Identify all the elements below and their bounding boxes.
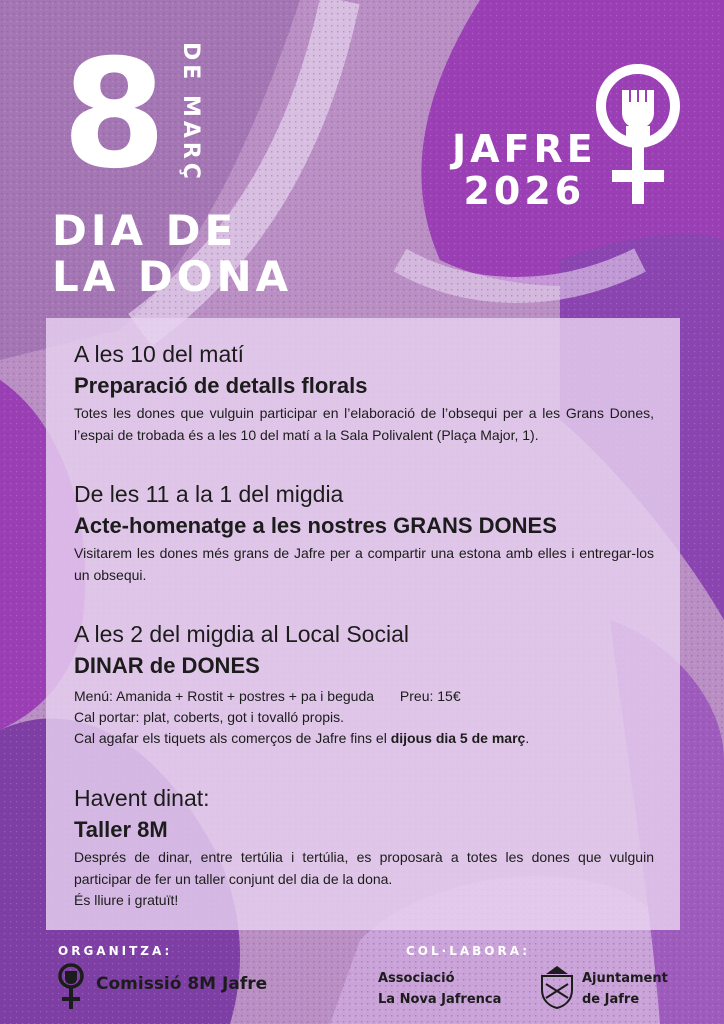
- association-line2: La Nova Jafrenca: [378, 992, 502, 1007]
- event-3-menu: Menú: Amanida + Rostit + postres + pa i beguda: [74, 688, 375, 704]
- event-3-time: A les 2 del migdia al Local Social: [74, 621, 409, 647]
- event-1-time: A les 10 del matí: [74, 341, 245, 367]
- event-3-tickets-end: .: [525, 730, 530, 746]
- event-1: [74, 340, 654, 446]
- event-title-line1: DIA DE: [52, 206, 238, 255]
- event-2-title: Acte-homenatge a les nostres GRANS DONES: [74, 513, 557, 538]
- date-month: DE MARÇ: [178, 42, 203, 183]
- event-4-time: Havent dinat:: [74, 785, 210, 811]
- event-3-tickets-deadline: dijous dia 5 de març: [390, 730, 526, 746]
- event-3-price: Preu: 15€: [399, 688, 461, 704]
- town-name: JAFRE: [452, 127, 597, 171]
- event-4-description: Després de dinar, entre tertúlia i tertúlia, es proposarà a totes les dones que vulguin participar de fer un taller conjunt del dia de la dona.: [74, 849, 654, 887]
- event-3-tickets-text: Cal agafar els tiquets als comerços de Jafre fins el: [74, 730, 391, 746]
- collaborate-label: COL·LABORA:: [406, 944, 531, 958]
- event-3-menu-row: [74, 686, 654, 707]
- event-title-line2: LA DONA: [52, 252, 293, 301]
- event-3-title: DINAR de DONES: [74, 653, 260, 678]
- town-council-line1: Ajuntament: [582, 971, 668, 986]
- event-title: [52, 208, 292, 300]
- feminist-fist-small-icon: [56, 962, 86, 1010]
- event-3: [74, 620, 654, 749]
- event-1-description: Totes les dones que vulguin participar en l’elaboració de l’obsequi per a les Grans Dones, l’espai de trobada és a les 10 del matí a la Sala Polivalent (Plaça Major, 1).: [74, 405, 654, 443]
- town-council-name: [582, 968, 668, 1010]
- event-4-title: Taller 8M: [74, 817, 168, 842]
- event-4: [74, 784, 654, 911]
- event-2-description: Visitarem les dones més grans de Jafre per a compartir una estona amb elles i entregar-los un obsequi.: [74, 545, 654, 583]
- town-shield-icon: [538, 964, 576, 1010]
- date-number: 8: [62, 28, 167, 202]
- event-3-bring: Cal portar: plat, coberts, got i tovalló propis.: [74, 709, 345, 725]
- town-year: [452, 128, 597, 212]
- association-line1: Associació: [378, 971, 455, 986]
- event-4-extra: És lliure i gratuït!: [74, 892, 179, 908]
- event-2-time: De les 11 a la 1 del migdia: [74, 481, 344, 507]
- organize-label: ORGANITZA:: [58, 944, 173, 958]
- event-1-title: Preparació de detalls florals: [74, 373, 368, 398]
- event-2: [74, 480, 654, 586]
- association-name: [378, 968, 501, 1010]
- feminist-fist-icon: [592, 60, 684, 206]
- event-3-tickets: [74, 728, 654, 749]
- town-council-line2: de Jafre: [582, 992, 640, 1007]
- organizer-name: Comissió 8M Jafre: [96, 974, 268, 994]
- year: 2026: [463, 169, 586, 213]
